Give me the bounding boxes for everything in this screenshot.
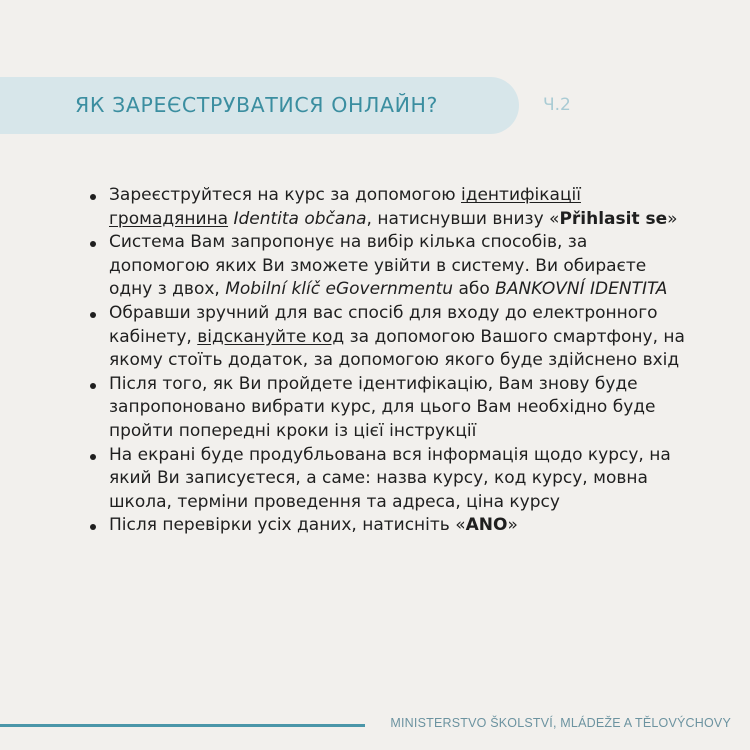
confirm-button-label: ANO (465, 515, 508, 536)
step-text: або (453, 279, 496, 300)
bullet-icon (90, 241, 96, 247)
list-item (85, 302, 690, 373)
instruction-list (85, 184, 690, 538)
bullet-icon (90, 312, 96, 318)
part-label: Ч.2 (543, 95, 571, 115)
step-text: Обравши зручний для вас спосіб для входу до електронного кабінету, (109, 302, 658, 347)
login-button-label: Přihlasit se (559, 208, 668, 229)
step-text: » (667, 208, 678, 229)
step-italic-term: Identita občana (233, 208, 367, 229)
page-title: ЯК ЗАРЕЄСТРУВАТИСЯ ОНЛАЙН? (75, 93, 439, 117)
step-text: Система Вам запропонує на вибір кілька способів, за допомогою яких Ви зможете увійти в систему. Ви обираєте одну з двох, (109, 232, 647, 300)
step-text: Після перевірки усіх даних, натисніть « (109, 515, 466, 536)
list-item (85, 184, 690, 231)
citizen-identity-link[interactable]: ідентифікації громадянина (109, 185, 581, 229)
list-item (85, 231, 690, 302)
step-text: Зареєструйтеся на курс за допомогою (109, 185, 461, 205)
bullet-icon (90, 383, 96, 389)
step-text: На екрані буде продубльована вся інформація щодо курсу, на який Ви записуєтеся, а саме: назва курсу, код курсу, мовна школа, терміни проведення та адреса, ціна курсу (109, 444, 671, 512)
step-italic-term: Mobilní klíč eGovernmentu (225, 279, 454, 300)
scan-code-link[interactable]: відскануйте код (197, 326, 345, 347)
list-item (85, 373, 690, 444)
ministry-name: MINISTERSTVO ŠKOLSTVÍ, MLÁDEŽE A TĚLOVÝCHOVY (390, 716, 731, 730)
step-text: » (507, 515, 518, 536)
list-item (85, 514, 690, 538)
step-text: за допомогою Вашого смартфону, на якому стоїть додаток, за допомогою якого буде здійснено вхід (109, 326, 685, 371)
list-item (85, 444, 690, 515)
step-text: Після того, як Ви пройдете ідентифікацію, Вам знову буде запропоновано вибрати курс, для цього Вам необхідно буде пройти попередні кроки із цієї інструкції (109, 373, 656, 441)
bullet-icon (90, 454, 96, 460)
step-text: , натиснувши внизу « (366, 208, 560, 229)
step-italic-term: BANKOVNÍ IDENTITA (495, 279, 668, 300)
footer-divider (0, 724, 365, 727)
bullet-icon (90, 524, 96, 530)
bullet-icon (90, 194, 96, 200)
